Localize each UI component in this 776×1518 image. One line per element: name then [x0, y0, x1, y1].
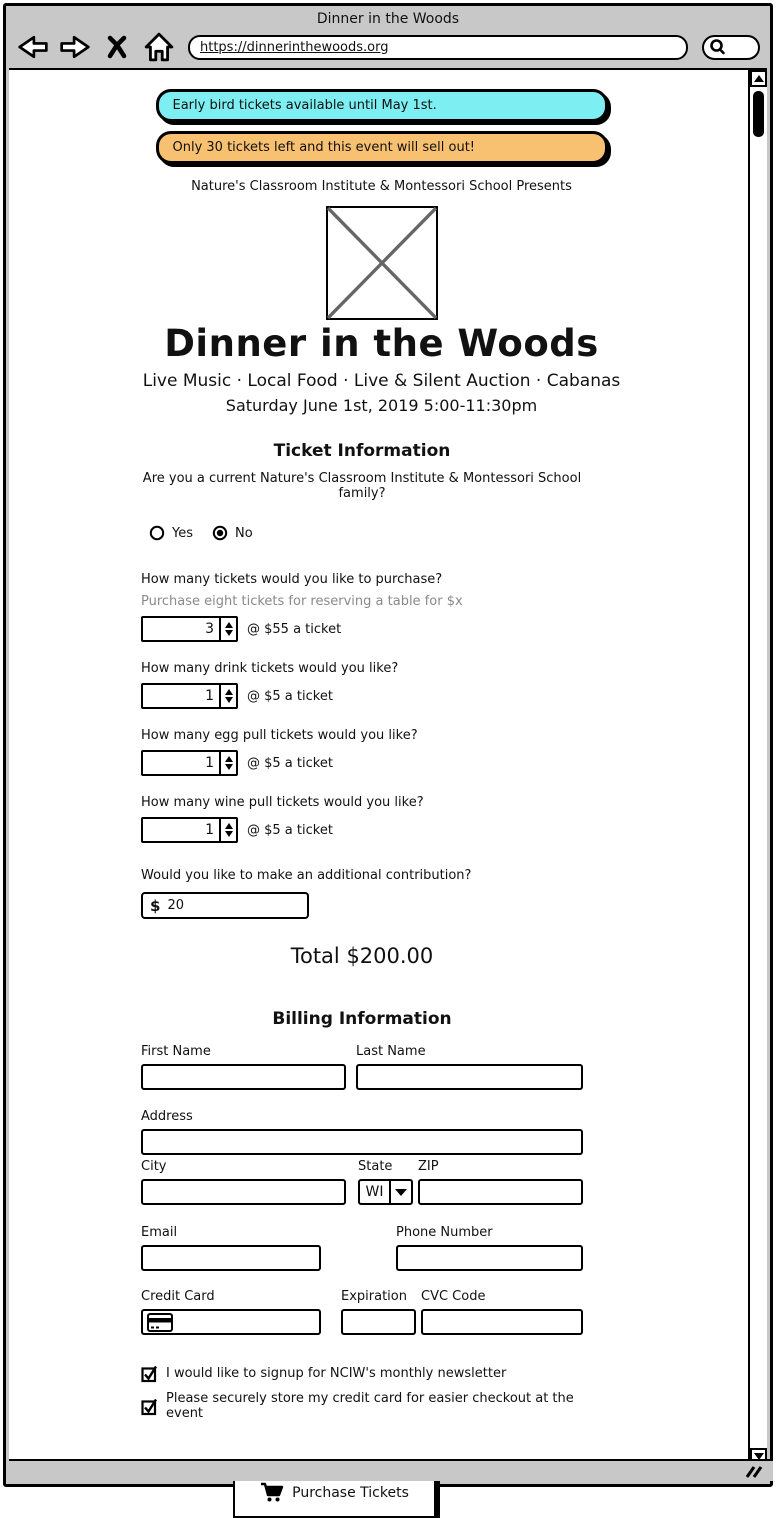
drink-stepper-arrows[interactable] [219, 685, 236, 707]
alert-early-bird-text: Early bird tickets available until May 1st. [172, 98, 437, 113]
alert-early-bird [156, 89, 608, 122]
stepper-up-icon[interactable] [225, 689, 233, 695]
contribution-value[interactable]: 20 [167, 898, 184, 913]
scrollbar-thumb[interactable] [753, 91, 764, 137]
wine-stepper[interactable] [141, 817, 238, 843]
expiration-label: Expiration [341, 1289, 407, 1304]
family-question: Are you a current Nature's Classroom Institute & Montessori School family? [142, 471, 582, 501]
radio-no[interactable] [212, 525, 228, 541]
table-hint: Purchase eight tickets for reserving a table for $x [141, 594, 463, 609]
drink-price: @ $5 a ticket [247, 688, 333, 704]
presents-text: Nature's Classroom Institute & Montessori School Presents [191, 179, 572, 194]
currency-prefix: $ [150, 896, 161, 915]
cart-icon [260, 1482, 284, 1504]
radio-yes-label[interactable]: Yes [172, 525, 193, 541]
first-name-field[interactable] [141, 1064, 346, 1090]
stepper-down-icon[interactable] [225, 630, 233, 636]
drink-question: How many drink tickets would you like? [141, 661, 399, 676]
store-card-checkbox-label[interactable]: Please securely store my credit card for easier checkout at the event [166, 1391, 574, 1421]
first-name-label: First Name [141, 1044, 211, 1059]
home-icon[interactable] [142, 32, 176, 62]
window-title: Dinner in the Woods [316, 11, 460, 27]
contribution-input[interactable] [141, 892, 309, 919]
stepper-down-icon[interactable] [225, 697, 233, 703]
ticket-info-heading: Ticket Information [273, 441, 451, 461]
egg-question: How many egg pull tickets would you like? [141, 728, 418, 743]
email-label: Email [141, 1225, 178, 1240]
purchase-tickets-label: Purchase Tickets [292, 1484, 409, 1501]
window-status-bar [9, 1459, 773, 1481]
drink-stepper[interactable] [141, 683, 238, 709]
zip-label: ZIP [418, 1159, 439, 1174]
contribution-question: Would you like to make an additional contribution? [141, 868, 472, 883]
newsletter-checkbox-row[interactable] [141, 1365, 583, 1382]
browser-window [3, 3, 773, 1501]
billing-heading: Billing Information [272, 1009, 452, 1029]
wine-stepper-arrows[interactable] [219, 819, 236, 841]
last-name-field[interactable] [356, 1064, 583, 1090]
family-radio-group [149, 525, 583, 541]
state-label: State [358, 1159, 393, 1174]
alert-tickets-left-text: Only 30 tickets left and this event will sell out! [172, 140, 476, 155]
state-select[interactable] [358, 1179, 413, 1205]
tickets-stepper[interactable] [141, 616, 238, 642]
wine-question: How many wine pull tickets would you like? [141, 795, 424, 810]
cvc-label: CVC Code [421, 1289, 486, 1304]
credit-card-icon [147, 1313, 173, 1332]
total-amount: Total $200.00 [290, 944, 434, 968]
wine-price: @ $5 a ticket [247, 822, 333, 838]
stepper-up-icon[interactable] [225, 823, 233, 829]
newsletter-checkbox-label[interactable]: I would like to signup for NCIW's monthly newsletter [166, 1366, 507, 1381]
url-text: https://dinnerinthewoods.org [200, 39, 389, 55]
stepper-up-icon[interactable] [225, 622, 233, 628]
radio-no-label[interactable]: No [235, 525, 253, 541]
url-bar[interactable] [188, 35, 688, 60]
search-box[interactable] [702, 35, 760, 60]
search-icon [708, 37, 728, 57]
egg-stepper[interactable] [141, 750, 238, 776]
state-value: WI [365, 1184, 384, 1200]
last-name-label: Last Name [356, 1044, 426, 1059]
event-subtitle: Live Music · Local Food · Live & Silent Auction · Cabanas [142, 371, 621, 391]
scroll-up-icon [754, 75, 764, 82]
phone-field[interactable] [396, 1245, 583, 1271]
egg-stepper-value[interactable]: 1 [205, 755, 214, 771]
resize-grip-icon[interactable] [741, 1464, 763, 1480]
back-icon[interactable] [16, 32, 50, 62]
address-field[interactable] [141, 1129, 583, 1155]
scroll-up-button[interactable] [750, 70, 767, 87]
browser-toolbar [6, 28, 770, 66]
stop-icon[interactable] [100, 32, 134, 62]
stepper-down-icon[interactable] [225, 831, 233, 837]
event-image-placeholder [326, 206, 438, 320]
zip-field[interactable] [418, 1179, 583, 1205]
tickets-question: How many tickets would you like to purchase? [141, 572, 443, 587]
egg-stepper-arrows[interactable] [219, 752, 236, 774]
page-title: Dinner in the Woods [164, 322, 599, 365]
expiration-field[interactable] [341, 1309, 416, 1335]
page-content [9, 68, 754, 1501]
alert-tickets-left [156, 131, 608, 164]
tickets-stepper-value[interactable]: 3 [205, 621, 214, 637]
event-datetime: Saturday June 1st, 2019 5:00-11:30pm [225, 396, 538, 415]
phone-label: Phone Number [396, 1225, 493, 1240]
cvc-field[interactable] [421, 1309, 583, 1335]
tickets-price: @ $55 a ticket [247, 621, 342, 637]
city-field[interactable] [141, 1179, 346, 1205]
store-card-checkbox[interactable] [141, 1398, 158, 1415]
vertical-scrollbar[interactable] [748, 68, 767, 1465]
credit-card-label: Credit Card [141, 1289, 215, 1304]
egg-price: @ $5 a ticket [247, 755, 333, 771]
newsletter-checkbox[interactable] [141, 1365, 158, 1382]
tickets-stepper-arrows[interactable] [219, 618, 236, 640]
forward-icon[interactable] [58, 32, 92, 62]
wine-stepper-value[interactable]: 1 [205, 822, 214, 838]
email-field[interactable] [141, 1245, 321, 1271]
stepper-up-icon[interactable] [225, 756, 233, 762]
store-card-checkbox-row[interactable] [141, 1391, 583, 1421]
chevron-down-icon[interactable] [389, 1181, 411, 1203]
drink-stepper-value[interactable]: 1 [205, 688, 214, 704]
radio-yes[interactable] [149, 525, 165, 541]
stepper-down-icon[interactable] [225, 764, 233, 770]
city-label: City [141, 1159, 167, 1174]
address-label: Address [141, 1109, 193, 1124]
